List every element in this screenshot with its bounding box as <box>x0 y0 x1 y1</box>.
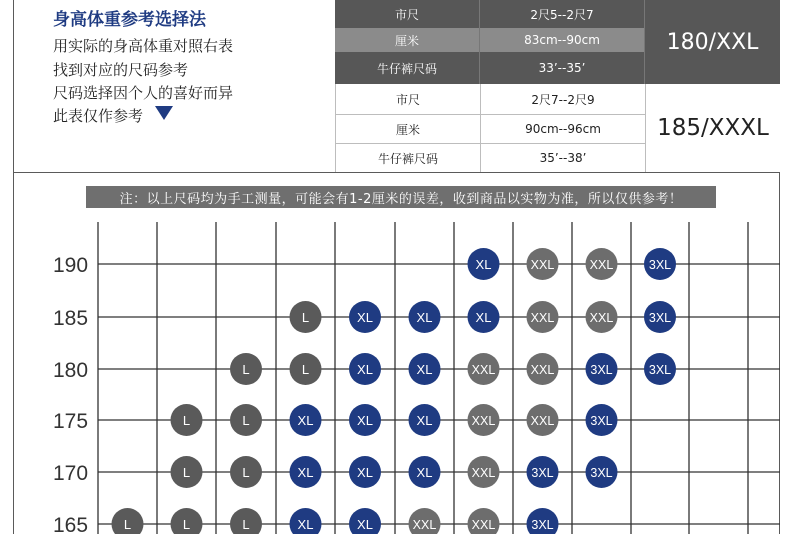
size-badge-label: L <box>123 517 132 532</box>
size-badge-label: 3XL <box>531 518 554 532</box>
size-badge-label: XXL <box>471 466 496 480</box>
table-label-cell: 市尺 <box>335 84 480 115</box>
table-label-cell: 厘米 <box>335 28 480 52</box>
table-value-cell: 33’--35’ <box>480 52 645 84</box>
size-badge-label: 3XL <box>590 466 613 480</box>
height-tick-label: 165 <box>53 514 89 534</box>
size-badge-label: XXL <box>471 518 496 532</box>
size-badge-label: XL <box>416 465 433 480</box>
size-badge-label: XXL <box>471 414 496 428</box>
size-badge-label: XL <box>357 310 373 325</box>
intro-line-1: 用实际的身高体重对照右表 <box>53 37 234 55</box>
intro-line-2: 找到对应的尺码参考 <box>53 61 189 79</box>
table-value-cell: 83cm--90cm <box>480 28 645 52</box>
size-badge-label: XL <box>297 517 314 532</box>
size-label-180-xxl: 180/XXL <box>645 0 780 84</box>
size-badge-label: XL <box>297 413 314 428</box>
intro-line-4: 此表仅作参考 <box>53 107 144 125</box>
size-badge-label: XXL <box>589 311 614 325</box>
size-badge-label: L <box>301 362 310 377</box>
table-label-cell: 厘米 <box>335 115 480 144</box>
size-badge-label: XXL <box>471 363 496 377</box>
size-badge-label: XL <box>357 465 373 480</box>
height-tick-label: 180 <box>53 359 89 382</box>
size-label-185-xxxl: 185/XXXL <box>645 84 780 172</box>
height-tick-label: 170 <box>53 462 89 485</box>
size-badge-label: L <box>182 465 191 480</box>
size-badge-label: 3XL <box>590 414 613 428</box>
size-badge-label: L <box>242 413 250 428</box>
size-badge-label: 3XL <box>648 363 672 377</box>
table-value-cell: 90cm--96cm <box>480 115 645 144</box>
table-value-cell: 2尺5--2尺7 <box>480 0 645 28</box>
size-badge-label: L <box>182 413 191 428</box>
size-badge-label: 3XL <box>531 466 554 480</box>
intro-title: 身高体重参考选择法 <box>53 10 206 30</box>
size-badge-label: 3XL <box>590 363 613 377</box>
size-badge-label: XL <box>416 310 433 325</box>
size-badge-label: 3XL <box>648 258 672 272</box>
height-tick-label: 185 <box>53 307 89 330</box>
size-badge-label: XXL <box>530 414 555 428</box>
size-badge-label: XL <box>416 413 433 428</box>
size-badge-label: XXL <box>530 258 555 272</box>
height-tick-label: 190 <box>53 254 89 277</box>
size-badge-label: XXL <box>412 518 437 532</box>
size-badge-label: L <box>301 310 310 325</box>
size-badge-label: L <box>242 362 250 377</box>
size-badge-label: XL <box>475 310 492 325</box>
table-label-cell: 牛仔裤尺码 <box>335 52 480 84</box>
table-value-cell: 2尺7--2尺9 <box>480 84 645 115</box>
size-badge-label: XL <box>357 362 373 377</box>
size-badge-label: XL <box>297 465 314 480</box>
size-badge-label: XL <box>416 362 433 377</box>
size-badge-label: XXL <box>530 311 555 325</box>
size-badge-label: L <box>242 517 250 532</box>
size-badge-label: XL <box>357 517 373 532</box>
size-badge-label: L <box>182 517 191 532</box>
intro-line-3: 尺码选择因个人的喜好而异 <box>53 84 234 102</box>
table-label-cell: 市尺 <box>335 0 480 28</box>
size-badge-label: XXL <box>589 258 614 272</box>
size-badge-label: XL <box>357 413 373 428</box>
table-value-cell: 35’--38’ <box>480 144 645 172</box>
size-badge-label: XXL <box>530 363 555 377</box>
size-badge-label: L <box>242 465 250 480</box>
size-badge-label: 3XL <box>648 311 672 325</box>
disclaimer-note: 注：以上尺码均为手工测量，可能会有1-2厘米的误差，收到商品以实物为准，所以仅供参考！ <box>86 186 716 208</box>
size-badge-label: XL <box>475 257 492 272</box>
table-label-cell: 牛仔裤尺码 <box>335 144 480 172</box>
height-tick-label: 175 <box>53 410 89 433</box>
